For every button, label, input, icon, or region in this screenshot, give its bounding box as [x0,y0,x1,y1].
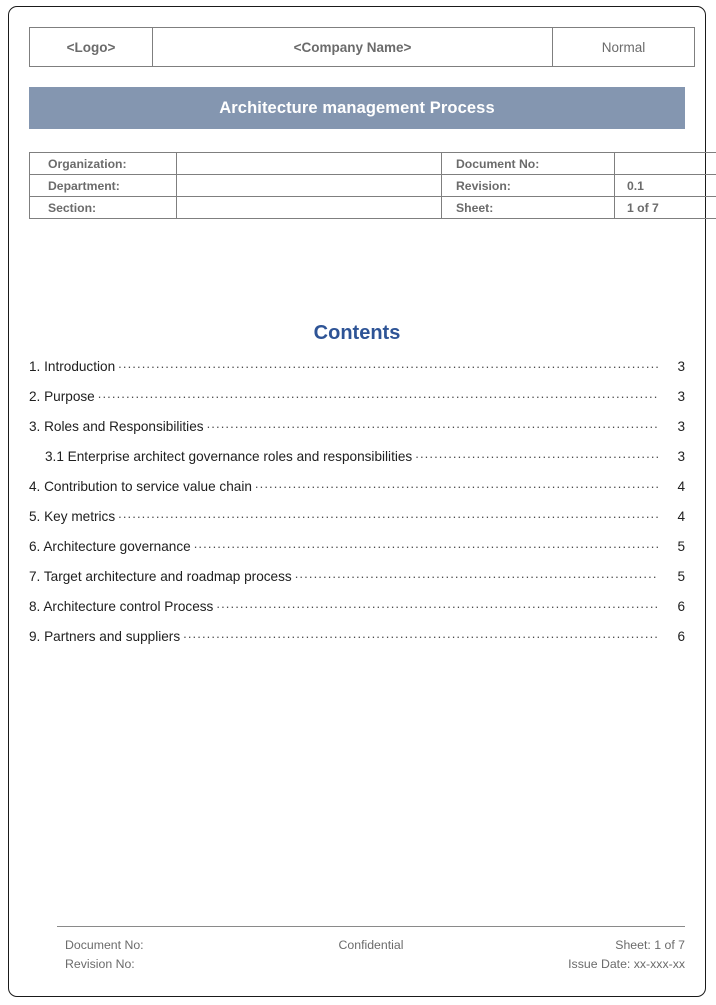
page-title: Architecture management Process [219,98,495,117]
toc-leader-dots [207,418,658,431]
toc-entry-label: 7. Target architecture and roadmap process [29,569,292,584]
toc-leader-dots [415,448,658,461]
footer-confidential: Confidential [338,938,404,952]
meta-label-department: Department: [30,175,177,197]
header-status-cell: Normal [553,28,695,67]
table-of-contents [29,358,685,658]
toc-entry-label: 4. Contribution to service value chain [29,479,252,494]
toc-entry-label: 9. Partners and suppliers [29,629,181,644]
toc-leader-dots [216,598,658,611]
page-footer [57,926,685,974]
meta-label-organization: Organization: [30,153,177,175]
toc-entry-2[interactable] [29,388,685,418]
toc-entry-6[interactable] [29,538,685,568]
page-body [29,27,685,982]
toc-leader-dots [295,568,658,581]
header-logo-cell: <Logo> [30,28,153,67]
toc-entry-label: 1. Introduction [29,359,116,374]
footer-issue-date: Issue Date: xx-xxx-xx [568,957,685,971]
meta-value-document-no[interactable] [615,153,716,175]
footer-right-block [568,936,685,974]
toc-leader-dots [255,478,658,491]
meta-label-sheet: Sheet: [442,197,615,219]
meta-label-section: Section: [30,197,177,219]
table-row [30,153,716,175]
toc-entry-page: 4 [677,509,685,524]
toc-entry-page: 5 [677,569,685,584]
meta-value-section[interactable] [177,197,442,219]
meta-value-sheet[interactable]: 1 of 7 [615,197,716,219]
footer-document-no: Document No: [65,938,144,952]
toc-leader-dots [98,388,658,401]
meta-value-organization[interactable] [177,153,442,175]
table-row [30,175,716,197]
footer-sheet: Sheet: 1 of 7 [615,938,685,952]
toc-entry-page: 5 [677,539,685,554]
toc-leader-dots [194,538,658,551]
meta-value-revision[interactable]: 0.1 [615,175,716,197]
toc-entry-label: 3.1 Enterprise architect governance roles and responsibilities [45,449,413,464]
toc-leader-dots [118,508,658,521]
toc-entry-label: 8. Architecture control Process [29,599,214,614]
toc-entry-page: 3 [677,389,685,404]
toc-entry-page: 6 [677,599,685,614]
toc-entry-label: 5. Key metrics [29,509,116,524]
toc-leader-dots [118,358,658,371]
header-company-cell: <Company Name> [153,28,553,67]
toc-entry-page: 3 [677,359,685,374]
document-title-bar [29,87,685,129]
toc-entry-page: 3 [677,449,685,464]
toc-entry-label: 3. Roles and Responsibilities [29,419,204,434]
meta-value-department[interactable] [177,175,442,197]
document-page [8,6,706,997]
toc-entry-1[interactable] [29,358,685,388]
footer-divider [57,926,685,927]
toc-entry-3-1[interactable] [29,448,685,478]
document-header-table [29,27,695,67]
toc-entry-label: 6. Architecture governance [29,539,191,554]
toc-leader-dots [183,628,658,641]
toc-entry-page: 6 [677,629,685,644]
header-row [30,28,695,67]
toc-entry-8[interactable] [29,598,685,628]
meta-label-document-no: Document No: [442,153,615,175]
document-meta-table [29,152,716,219]
footer-content [57,936,685,974]
meta-label-revision: Revision: [442,175,615,197]
toc-entry-5[interactable] [29,508,685,538]
toc-entry-4[interactable] [29,478,685,508]
footer-revision-no: Revision No: [65,957,135,971]
toc-entry-3[interactable] [29,418,685,448]
toc-entry-page: 3 [677,419,685,434]
contents-heading: Contents [313,322,401,344]
toc-entry-label: 2. Purpose [29,389,95,404]
toc-entry-7[interactable] [29,568,685,598]
toc-entry-page: 4 [677,479,685,494]
table-row [30,197,716,219]
toc-entry-9[interactable] [29,628,685,658]
